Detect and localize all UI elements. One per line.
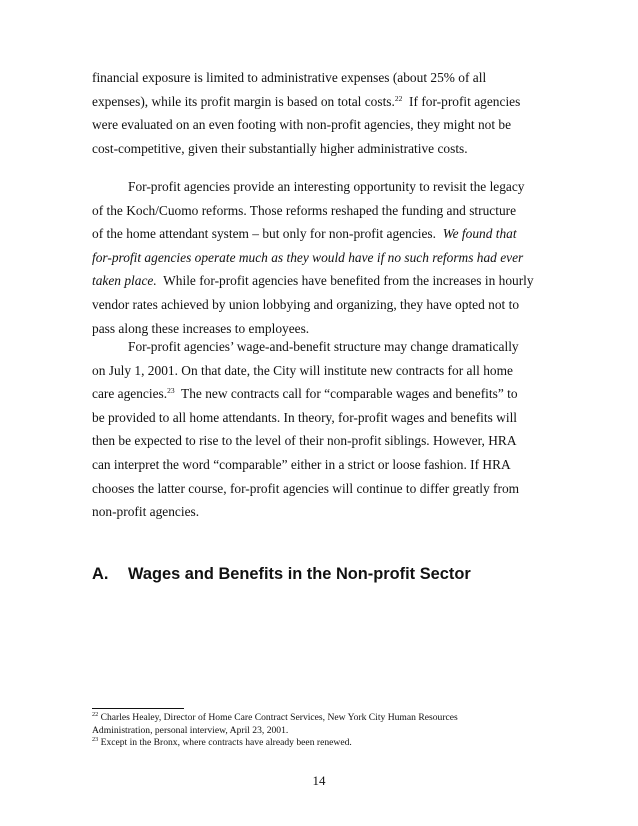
section-heading	[92, 565, 471, 584]
footnote-text: Charles Healey, Director of Home Care Contract Services, New York City Human Resources	[98, 712, 458, 723]
page-number: 14	[312, 773, 326, 788]
footnote-ref-22: 22	[394, 93, 403, 103]
text-line: pass along these increases to employees.	[92, 320, 310, 336]
text-line: financial exposure is limited to administrative expenses (about 25% of all	[92, 70, 487, 85]
footnote-23	[92, 737, 512, 750]
text-span: care agencies.	[92, 386, 168, 402]
footnote-number: 22	[92, 711, 99, 718]
footnote-ref-23: 23	[167, 386, 175, 396]
text-line: vendor rates achieved by union lobbying and organizing, they have opted not to	[92, 296, 520, 312]
paragraph-3	[92, 335, 548, 524]
text-line: For-profit agencies provide an interesting opportunity to revisit the legacy	[128, 179, 525, 194]
footnote-text: Administration, personal interview, April 23, 2001.	[92, 724, 289, 736]
footnote-text: Except in the Bronx, where contracts have already been renewed.	[98, 737, 352, 749]
text-line	[92, 90, 548, 114]
text-line	[92, 222, 548, 246]
italic-text: taken place.	[92, 273, 157, 289]
footnote-22	[92, 712, 512, 737]
text-span: expenses), while its profit margin is based on total costs.	[92, 93, 395, 109]
text-line: were evaluated on an even footing with non-profit agencies, they might not be	[92, 117, 512, 133]
text-span: of the home attendant system – but only for non-profit agencies.	[92, 226, 443, 242]
text-line: non-profit agencies.	[92, 504, 200, 520]
section-letter: A.	[92, 565, 109, 583]
italic-text: We found that	[442, 226, 517, 242]
text-span: While for-profit agencies have benefited from the increases in hourly	[156, 273, 534, 289]
footnote-divider	[92, 708, 184, 709]
paragraph-2	[92, 175, 548, 340]
text-line: of the Koch/Cuomo reforms. Those reforms reshaped the funding and structure	[92, 202, 517, 218]
text-line	[92, 382, 548, 406]
text-line: For-profit agencies’ wage-and-benefit structure may change dramatically	[128, 339, 519, 354]
text-span: If for-profit agencies	[402, 93, 521, 109]
text-line	[92, 269, 548, 293]
text-line: be provided to all home attendants. In theory, for-profit wages and benefits will	[92, 409, 518, 425]
footnote-number: 23	[92, 736, 99, 744]
text-span: The new contracts call for “comparable wages and benefits” to	[174, 386, 518, 402]
text-line: then be expected to rise to the level of their non-profit siblings. However, HRA	[92, 433, 517, 449]
section-title: Wages and Benefits in the Non-profit Sector	[128, 565, 471, 583]
paragraph-1	[92, 66, 548, 160]
footnotes	[92, 712, 512, 750]
text-line: on July 1, 2001. On that date, the City will institute new contracts for all home	[92, 362, 513, 378]
text-line: cost-competitive, given their substantially higher administrative costs.	[92, 140, 468, 156]
text-line: can interpret the word “comparable” either in a strict or loose fashion. If HRA	[92, 456, 511, 472]
text-line: for-profit agencies operate much as they would have if no such reforms had ever	[92, 249, 524, 265]
text-line: chooses the latter course, for-profit agencies will continue to differ greatly from	[92, 480, 520, 496]
